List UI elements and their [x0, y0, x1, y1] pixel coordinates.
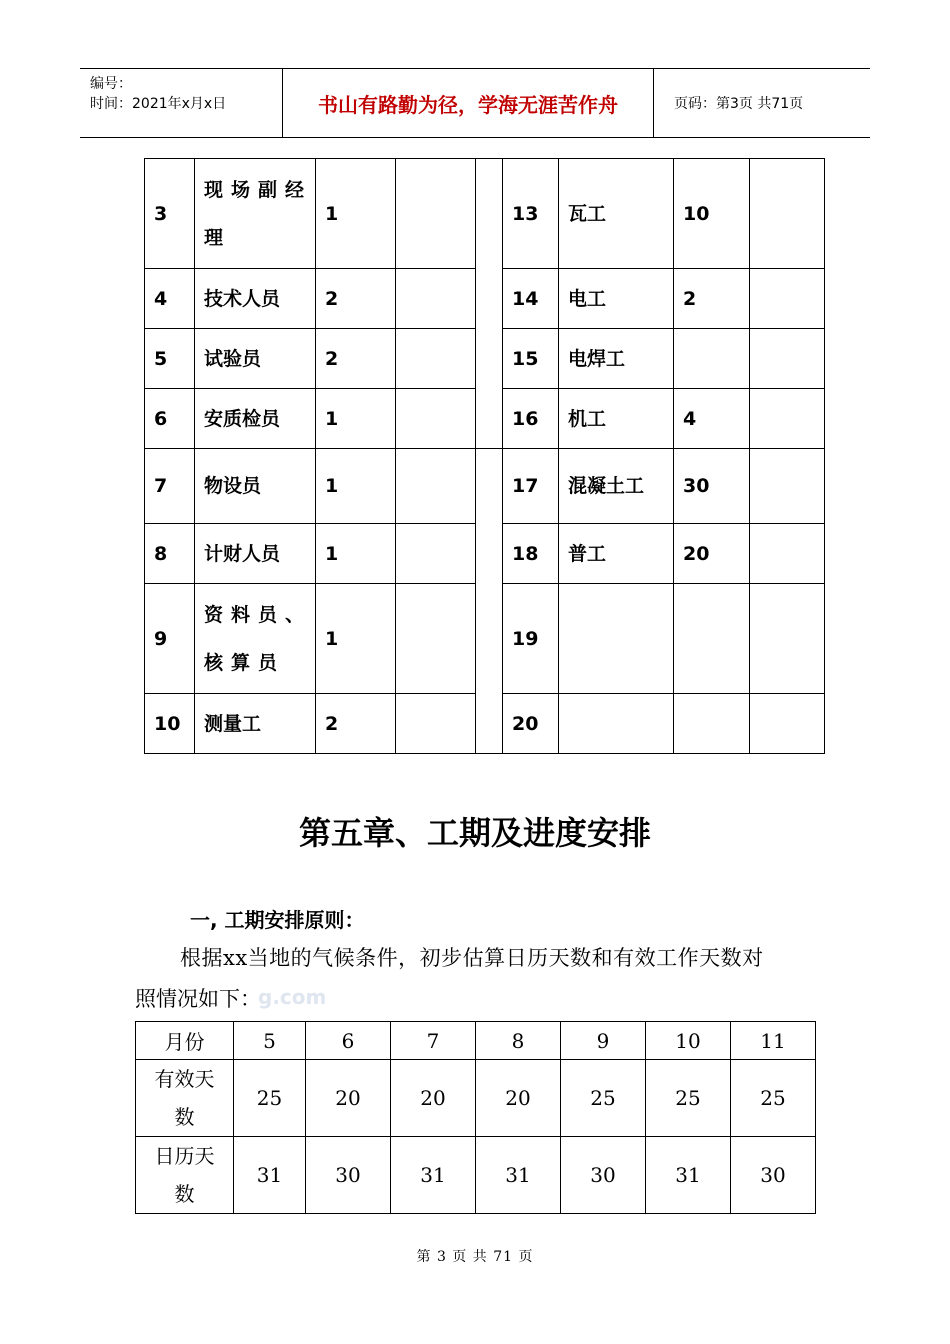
row-no: 10	[145, 694, 195, 754]
calendar-cell: 31	[391, 1137, 476, 1214]
effective-cell: 20	[476, 1060, 561, 1137]
row-role: 安质检员	[195, 389, 316, 449]
row-blank	[750, 524, 825, 584]
effective-cell: 20	[306, 1060, 391, 1137]
number-label: 编号：	[90, 76, 132, 92]
row-role: 电工	[559, 269, 674, 329]
row-role	[559, 694, 674, 754]
days-table	[135, 1021, 816, 1214]
row-count: 2	[316, 694, 396, 754]
row-no: 14	[503, 269, 559, 329]
gap-column	[476, 159, 503, 449]
chapter-title: 第五章、工期及进度安排	[298, 814, 651, 852]
row-no: 16	[503, 389, 559, 449]
row-blank	[750, 449, 825, 524]
row-no: 19	[503, 584, 559, 694]
row-role: 现场副经理	[195, 159, 316, 269]
row-count: 30	[674, 449, 750, 524]
effective-cell: 25	[731, 1060, 816, 1137]
month-header: 月份	[136, 1022, 234, 1060]
row-blank	[750, 329, 825, 389]
row-count: 2	[316, 329, 396, 389]
calendar-cell: 30	[731, 1137, 816, 1214]
table-row	[145, 159, 825, 269]
row-count: 4	[674, 389, 750, 449]
calendar-cell: 30	[306, 1137, 391, 1214]
row-blank	[396, 694, 476, 754]
calendar-cell: 31	[234, 1137, 306, 1214]
row-role: 试验员	[195, 329, 316, 389]
row-count	[674, 584, 750, 694]
row-role: 混凝土工	[559, 449, 674, 524]
time-label: 时间：2021年x月x日	[90, 96, 227, 112]
table-row-effective	[136, 1060, 816, 1137]
row-role: 瓦工	[559, 159, 674, 269]
row-no: 9	[145, 584, 195, 694]
row-count: 2	[674, 269, 750, 329]
month-cell: 8	[476, 1022, 561, 1060]
row-blank	[750, 584, 825, 694]
row-blank	[396, 269, 476, 329]
header-meta	[80, 69, 283, 137]
effective-cell: 25	[646, 1060, 731, 1137]
effective-cell: 25	[234, 1060, 306, 1137]
row-blank	[396, 584, 476, 694]
row-count	[674, 694, 750, 754]
row-role: 计财人员	[195, 524, 316, 584]
row-blank	[750, 389, 825, 449]
row-role	[559, 584, 674, 694]
page-footer: 第 3 页 共 71 页	[416, 1249, 534, 1265]
row-count: 1	[316, 159, 396, 269]
row-role: 电焊工	[559, 329, 674, 389]
row-blank	[750, 694, 825, 754]
effective-cell: 20	[391, 1060, 476, 1137]
section-title: 一, 工期安排原则：	[190, 908, 365, 932]
paragraph-line-1: 根据xx当地的气候条件，初步估算日历天数和有效工作天数对	[180, 946, 764, 970]
staff-table	[144, 158, 825, 754]
row-role: 普工	[559, 524, 674, 584]
row-role: 测量工	[195, 694, 316, 754]
row-no: 7	[145, 449, 195, 524]
row-count: 2	[316, 269, 396, 329]
row-no: 20	[503, 694, 559, 754]
row-role: 物设员	[195, 449, 316, 524]
row-blank	[750, 159, 825, 269]
row-count: 1	[316, 389, 396, 449]
row-blank	[396, 389, 476, 449]
table-row-calendar	[136, 1137, 816, 1214]
month-cell: 6	[306, 1022, 391, 1060]
row-no: 17	[503, 449, 559, 524]
effective-label: 有效天数	[136, 1060, 234, 1137]
row-count: 1	[316, 449, 396, 524]
row-count: 1	[316, 584, 396, 694]
calendar-label: 日历天数	[136, 1137, 234, 1214]
month-cell: 11	[731, 1022, 816, 1060]
row-blank	[750, 269, 825, 329]
table-row-month	[136, 1022, 816, 1060]
gap-column	[476, 449, 503, 754]
page-info-text: 页码：第3页 共71页	[674, 96, 804, 112]
calendar-cell: 31	[476, 1137, 561, 1214]
row-no: 3	[145, 159, 195, 269]
watermark: g.com	[258, 985, 327, 1009]
row-blank	[396, 449, 476, 524]
row-no: 5	[145, 329, 195, 389]
row-no: 4	[145, 269, 195, 329]
effective-cell: 25	[561, 1060, 646, 1137]
row-no: 8	[145, 524, 195, 584]
month-cell: 10	[646, 1022, 731, 1060]
row-count: 1	[316, 524, 396, 584]
row-role: 资料员、核算员	[195, 584, 316, 694]
month-cell: 5	[234, 1022, 306, 1060]
row-role: 技术人员	[195, 269, 316, 329]
calendar-cell: 30	[561, 1137, 646, 1214]
header-motto: 书山有路勤为径，学海无涯苦作舟	[283, 69, 654, 137]
row-no: 13	[503, 159, 559, 269]
month-cell: 9	[561, 1022, 646, 1060]
month-cell: 7	[391, 1022, 476, 1060]
row-no: 18	[503, 524, 559, 584]
table-row	[145, 449, 825, 524]
row-role: 机工	[559, 389, 674, 449]
row-blank	[396, 524, 476, 584]
row-no: 15	[503, 329, 559, 389]
row-blank	[396, 329, 476, 389]
row-count: 20	[674, 524, 750, 584]
header-page-info	[664, 69, 870, 137]
calendar-cell: 31	[646, 1137, 731, 1214]
row-count	[674, 329, 750, 389]
page-header	[80, 68, 870, 138]
row-blank	[396, 159, 476, 269]
row-count: 10	[674, 159, 750, 269]
row-no: 6	[145, 389, 195, 449]
paragraph-line-2: 照情况如下：	[135, 987, 261, 1011]
